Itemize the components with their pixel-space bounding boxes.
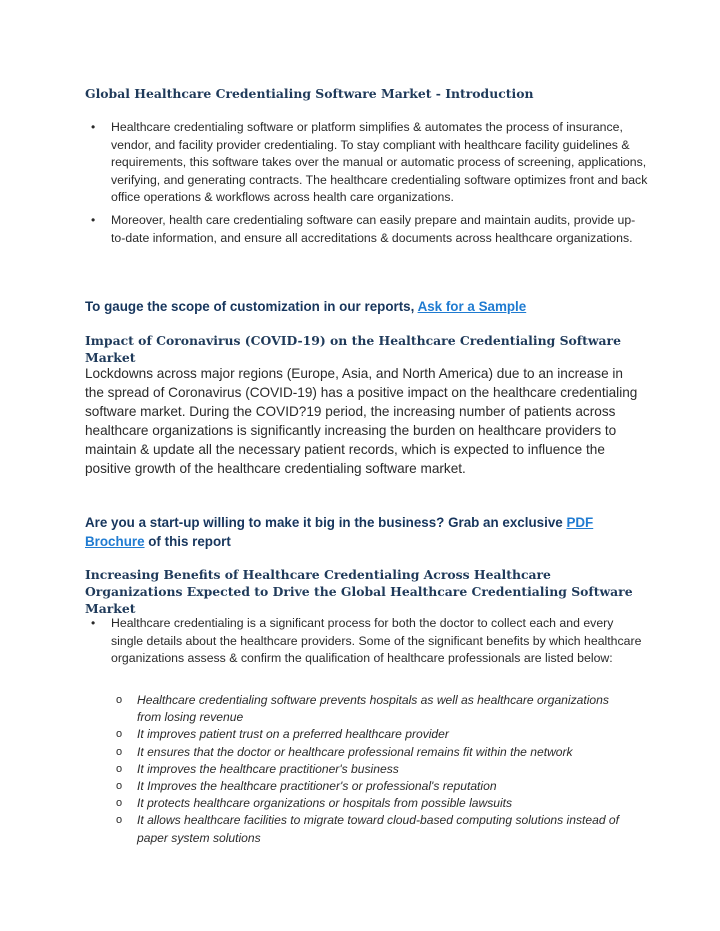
sub-list-item bbox=[116, 778, 636, 795]
sub-bullet-marker: o bbox=[116, 797, 123, 810]
sub-bullet-marker: o bbox=[116, 762, 123, 775]
bullet-marker: • bbox=[91, 120, 96, 134]
sample-cta bbox=[85, 297, 526, 316]
ask-for-sample-link[interactable]: Ask for a Sample bbox=[417, 299, 527, 314]
sub-bullet-text: It Improves the healthcare practitioner's or professional's reputation bbox=[137, 779, 497, 794]
sub-bullet-text: It allows healthcare facilities to migrate toward cloud-based computing solutions instead of paper system solutions bbox=[137, 813, 619, 845]
covid-paragraph: Lockdowns across major regions (Europe, Asia, and North America) due to an increase in the spread of Coronavirus (COVID-19) has a positive impact on the healthcare credentialing software market. During the COVID?19 period, the increasing number of patients across healthcare organizations is significantly increasing the burden on healthcare providers to maintain & update all the necessary patient records, which is expected to influence the positive growth of the healthcare credentialing software market. bbox=[85, 366, 638, 476]
brochure-cta-suffix: of this report bbox=[144, 534, 231, 549]
sub-list-item bbox=[116, 812, 636, 846]
sub-list-item bbox=[116, 692, 636, 726]
bullet-text: Healthcare credentialing is a significant process for both the doctor to collect each and every single details about the healthcare providers. Some of the significant benefits by which healthcare organizations assess & confirm the qualification of healthcare professionals are listed below: bbox=[111, 616, 642, 666]
sample-cta-text: To gauge the scope of customization in our reports, bbox=[85, 299, 418, 314]
brochure-cta bbox=[85, 513, 630, 551]
bullet-marker: • bbox=[91, 212, 96, 227]
bullet-text: Moreover, health care credentialing software can easily prepare and maintain audits, provide up-to-date information, and ensure all accreditations & documents across healthcare organizations. bbox=[111, 212, 636, 245]
intro-bullet-list bbox=[88, 119, 648, 247]
sub-bullet-text: It protects healthcare organizations or hospitals from possible lawsuits bbox=[137, 796, 513, 811]
bullet-text: Healthcare credentialing software or platform simplifies & automates the process of insurance, vendor, and facility provider credentialing. To stay compliant with healthcare facility guidelines & requirements, this software takes over the manual or automatic process of screening, applications, verifying, and generating contracts. The healthcare credentialing software optimizes front and back office operations & workflows across health care organizations. bbox=[111, 120, 648, 205]
benefits-heading: Increasing Benefits of Healthcare Credentialing Across Healthcare Organizations Expected to Drive the Global Healthcare Credentialing Software Market bbox=[85, 567, 633, 616]
intro-heading: Global Healthcare Credentialing Software Market - Introduction bbox=[85, 86, 534, 101]
brochure-cta-text: Are you a start-up willing to make it big in the business? Grab an exclusive bbox=[85, 515, 567, 530]
benefits-bullet-list bbox=[88, 615, 648, 668]
sub-list-item bbox=[116, 726, 636, 743]
sub-bullet-text: It improves patient trust on a preferred healthcare provider bbox=[137, 727, 449, 742]
bullet-marker: • bbox=[91, 616, 96, 630]
sub-bullet-marker: o bbox=[116, 694, 123, 706]
list-item bbox=[88, 615, 648, 668]
sub-bullet-marker: o bbox=[116, 728, 123, 741]
sub-bullet-marker: o bbox=[116, 745, 123, 758]
sub-bullet-marker: o bbox=[116, 814, 123, 827]
sub-bullet-text: It ensures that the doctor or healthcare professional remains fit within the network bbox=[137, 744, 573, 759]
sub-list-item bbox=[116, 761, 636, 778]
benefits-sub-list bbox=[116, 692, 636, 847]
sub-bullet-text: Healthcare credentialing software prevents hospitals as well as healthcare organizations from losing revenue bbox=[137, 693, 609, 725]
list-item bbox=[88, 212, 648, 247]
sub-list-item bbox=[116, 744, 636, 761]
sub-list-item bbox=[116, 795, 636, 812]
sub-bullet-text: It improves the healthcare practitioner's business bbox=[137, 761, 399, 776]
covid-heading: Impact of Coronavirus (COVID-19) on the Healthcare Credentialing Software Market bbox=[85, 333, 621, 365]
list-item bbox=[88, 119, 648, 207]
pdf-brochure-link[interactable]: PDF Brochure bbox=[85, 515, 594, 549]
sub-bullet-marker: o bbox=[116, 780, 123, 793]
